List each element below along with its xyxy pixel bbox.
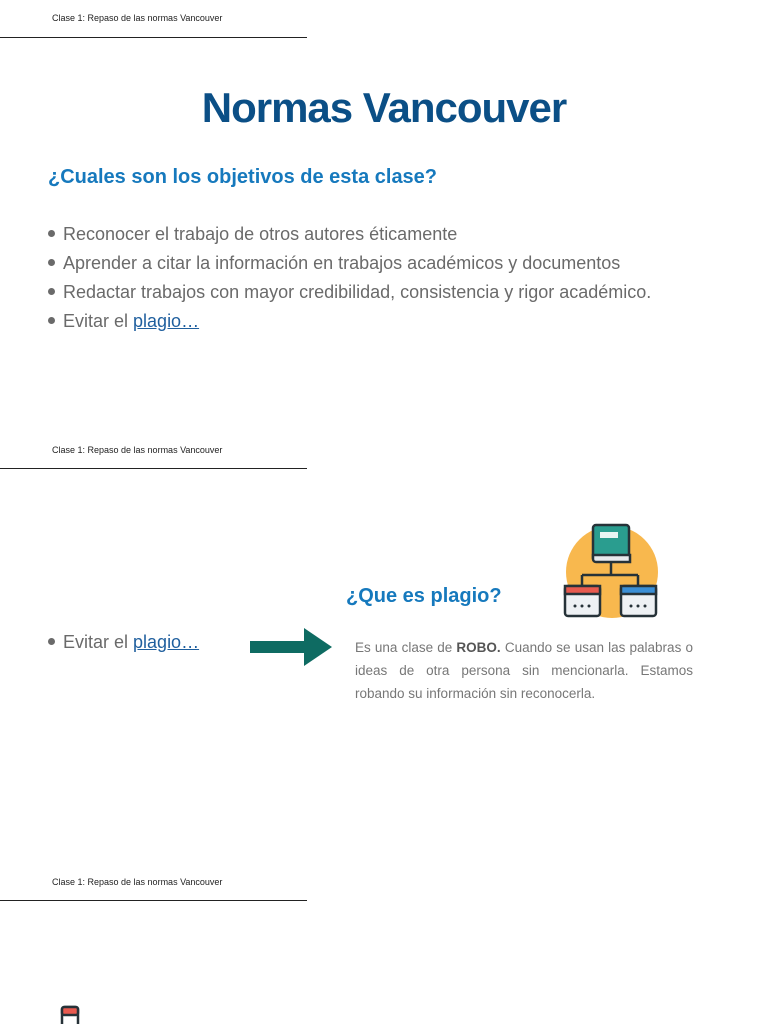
bullet-dot [48, 638, 55, 645]
header-divider [0, 37, 307, 38]
slide-header: Clase 1: Repaso de las normas Vancouver [52, 445, 223, 455]
slide-3 [0, 864, 768, 1024]
plagio-definition: Es una clase de ROBO. Cuando se usan las palabras o ideas de otra persona sin mencionarla. Estamos robando su información sin reconocerla. [355, 640, 693, 701]
objectives-list [48, 220, 651, 336]
list-item: Reconocer el trabajo de otros autores éticamente [48, 220, 651, 249]
list-item: Evitar el plagio… [48, 307, 651, 336]
plagio-link[interactable]: plagio… [133, 632, 200, 652]
slide-1 [0, 0, 768, 430]
bullet-dot [48, 288, 55, 295]
network-book-icon [560, 520, 662, 620]
page-title: Normas Vancouver [201, 84, 567, 131]
slide-header: Clase 1: Repaso de las normas Vancouver [52, 13, 223, 23]
header-divider [0, 900, 307, 901]
slide-header: Clase 1: Repaso de las normas Vancouver [52, 877, 223, 887]
list-item: Aprender a citar la información en trabajos académicos y documentos [48, 249, 651, 278]
list-item: Redactar trabajos con mayor credibilidad, consistencia y rigor académico. [48, 278, 651, 307]
header-divider [0, 468, 307, 469]
question-heading: ¿Que es plagio? [346, 585, 502, 607]
plagio-link[interactable]: plagio… [133, 311, 200, 331]
list-item: Evitar el plagio… [48, 632, 199, 653]
right-arrow-icon [250, 626, 334, 668]
bullet-dot [48, 317, 55, 324]
bullet-dot [48, 230, 55, 237]
bullet-dot [48, 259, 55, 266]
document-icon [60, 1005, 80, 1024]
section-subtitle: ¿Cuales son los objetivos de esta clase? [48, 166, 438, 188]
